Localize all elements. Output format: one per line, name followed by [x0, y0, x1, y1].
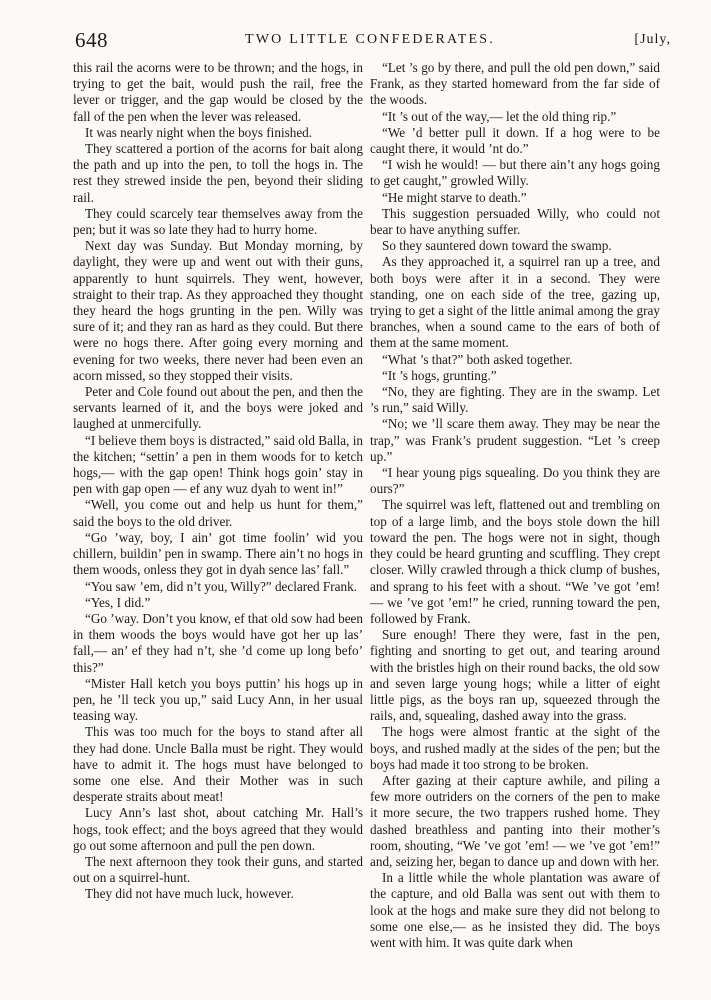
paragraph: As they approached it, a squirrel ran up a tree, and both boys were after it in a second. They were standing, one on each side of the tree, gazing up, trying to get a sight of the little animal among the gray branches, when a sound came to the ears of both of them at the same moment. — [370, 254, 660, 351]
paragraph: “He might starve to death.” — [382, 189, 527, 205]
paragraph: They did not have much luck, however. — [85, 886, 294, 902]
paragraph: The next afternoon they took their guns, and started out on a squirrel-hunt. — [73, 853, 363, 886]
paragraph: “Go ’way. Don’t you know, ef that old sow had been in them woods the boys would have got her up las’ fall,— an’ ef they had n’t, she ’d come up long befo’ this?” — [73, 610, 363, 675]
running-title: TWO LITTLE CONFEDERATES. — [245, 32, 495, 47]
paragraph: This suggestion persuaded Willy, who could not bear to have anything suffer. — [370, 205, 660, 238]
paragraph: “I believe them boys is distracted,” said old Balla, in the kitchen; “settin’ a pen in them woods for to ketch hogs,— with the gap open! Think hogs goin’ stay in pen with gap open — ef any wuz dyah to went in!” — [73, 432, 363, 497]
paragraph: “No; we ’ll scare them away. They may be near the trap,” was Frank’s prudent suggestion. “Let ’s creep up.” — [370, 416, 660, 464]
right-column — [370, 60, 660, 951]
paragraph: Lucy Ann’s last shot, about catching Mr. Hall’s hogs, took effect; and the boys agreed that they would go out some afternoon and pull the pen down. — [73, 805, 363, 853]
paragraph: “We ’d better pull it down. If a hog were to be caught there, it would ’nt do.” — [370, 124, 660, 157]
paragraph: “Mister Hall ketch you boys puttin’ his hogs up in pen, he ’ll teck you up,” said Lucy Ann, in her usual teasing way. — [73, 675, 363, 724]
paragraph: “What ’s that?” both asked together. — [382, 351, 573, 367]
paragraph: this rail the acorns were to be thrown; and the hogs, in trying to get the bait, would push the rail, free the lever or trigger, and the gap would be closed by the fall of the pen when the lever was released. — [73, 60, 363, 124]
left-column — [73, 60, 363, 903]
paragraph: In a little while the whole plantation was aware of the capture, and old Balla was sent out with them to look at the hogs and make sure they did not belong to some one else,— as he insisted they did. The boys went with him. It was quite dark when — [370, 870, 660, 950]
paragraph: “It ’s hogs, grunting.” — [382, 367, 497, 383]
paragraph: They scattered a portion of the acorns for bait along the path and up into the pen, to toll the hogs in. The rest they strewed inside the pen, beyond their sliding rail. — [73, 141, 363, 205]
paragraph: “Let ’s go by there, and pull the old pen down,” said Frank, as they started homeward from the far side of the woods. — [370, 60, 660, 108]
paragraph: “Well, you come out and help us hunt for them,” said the boys to the old driver. — [73, 497, 363, 529]
paragraph: The squirrel was left, flattened out and trembling on top of a large limb, and the boys stole down the hill toward the pen. The hogs were not in sight, though they could be heard grunting and scuffling. They crept closer. Willy crawled through a thick clump of bushes, and sprang to his feet with a shout. “We ’ve got ’em! — we ’ve got ’em!” he cried, running toward the pen, followed by Frank. — [370, 497, 660, 626]
page-number: 648 — [75, 28, 108, 52]
paragraph: So they sauntered down toward the swamp. — [382, 238, 612, 254]
running-header — [75, 28, 671, 54]
paragraph: Sure enough! There they were, fast in the pen, fighting and snorting to get out, and tearing around with the bristles high on their round backs, the old sow and seven large young hogs; while a litter of eight little pigs, as the boys ran up, squeezed through the rails, and, squealing, dashed away into the grass. — [370, 627, 660, 724]
paragraph: “Yes, I did.” — [85, 594, 151, 610]
paragraph: “I hear young pigs squealing. Do you think they are ours?” — [370, 465, 660, 497]
issue-month: [July, — [634, 32, 671, 47]
paragraph: Peter and Cole found out about the pen, and then the servants learned of it, and the boys were joked and laughed at unmercifully. — [73, 384, 363, 432]
paragraph: “I wish he would! — but there ain’t any hogs going to get caught,” growled Willy. — [370, 157, 660, 189]
paragraph: They could scarcely tear themselves away from the pen; but it was so late they had to hurry home. — [73, 205, 363, 238]
paragraph: It was nearly night when the boys finished. — [85, 124, 313, 140]
paragraph: “No, they are fighting. They are in the swamp. Let ’s run,” said Willy. — [370, 384, 660, 416]
paragraph: “It ’s out of the way,— let the old thing rip.” — [382, 108, 617, 124]
paragraph: This was too much for the boys to stand after all they had done. Uncle Balla must be right. They would have to admit it. The hogs must have belonged to some one else. And their Mother was in such desperate straits about meat! — [73, 724, 363, 805]
paragraph: After gazing at their capture awhile, and piling a few more outriders on the corners of the pen to make it more secure, the two trappers rushed home. They dashed breathless and panting into their mother’s room, shouting, “We ’ve got ’em! — we ’ve got ’em!” and, seizing her, began to dance up and down with her. — [370, 772, 660, 869]
paragraph: Next day was Sunday. But Monday morning, by daylight, they were up and went out with their guns, apparently to hunt squirrels. They went, however, straight to their trap. As they approached they thought they heard the hogs grunting in the pen. Willy was sure of it; and they ran as hard as they could. But there were no hogs there. After going every morning and evening for two weeks, there never had been even an acorn missed, so they stopped their visits. — [73, 238, 363, 383]
paragraph: The hogs were almost frantic at the sight of the boys, and rushed madly at the sides of the pen; but the boys had made it too strong to be broken. — [370, 724, 660, 772]
paragraph: “You saw ’em, did n’t you, Willy?” declared Frank. — [85, 578, 357, 594]
paragraph: “Go ’way, boy, I ain’ got time foolin’ wid you chillern, buildin’ pen in swamp. There ain’t no hogs in them woods, onless they got in dyah sence las’ fall.” — [73, 529, 363, 578]
